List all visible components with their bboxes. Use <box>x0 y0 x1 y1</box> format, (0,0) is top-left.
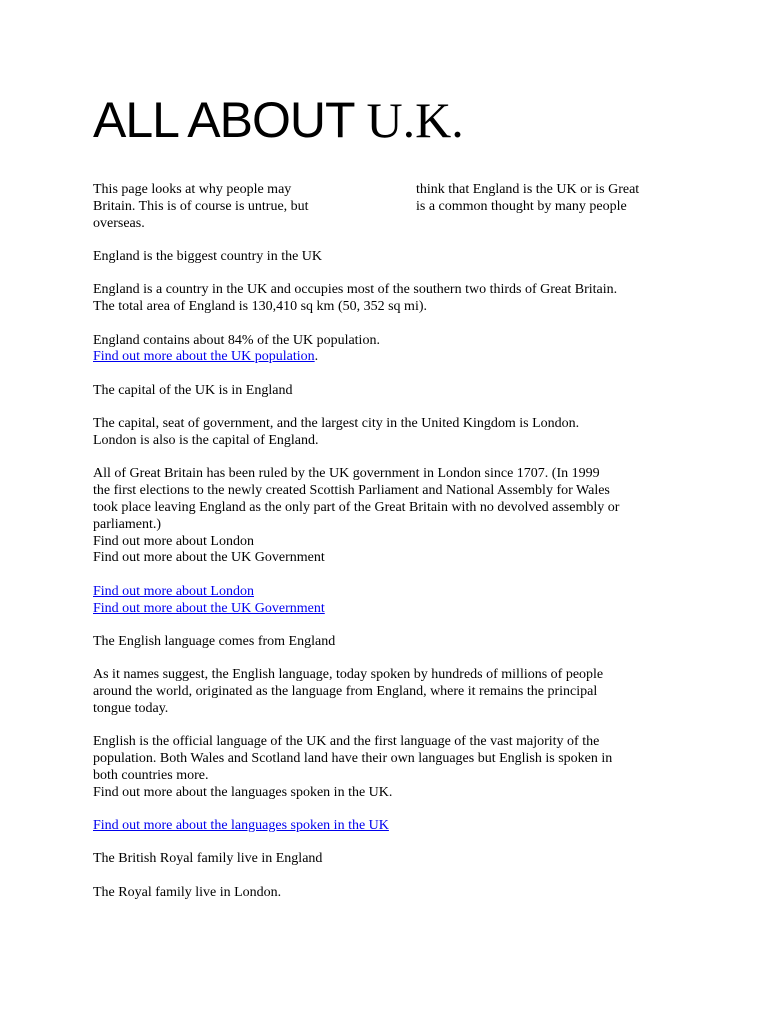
text-line: Find out more about the UK Government <box>93 550 325 566</box>
section-heading: The British Royal family live in England <box>93 851 323 867</box>
document-body <box>93 249 693 918</box>
section-heading: The capital of the UK is in England <box>93 382 293 398</box>
text-line: the first elections to the newly created Scottish Parliament and National Assembly for Wales <box>93 483 610 499</box>
intro-text: This page looks at why people may <box>93 182 292 197</box>
intro-row <box>93 216 683 233</box>
paragraph-official-language <box>93 734 693 801</box>
intro-row <box>93 182 683 199</box>
intro-row <box>93 199 683 216</box>
paragraph-population <box>93 333 693 367</box>
text-line: Find out more about London <box>93 533 254 549</box>
text-line: As it names suggest, the English language, today spoken by hundreds of millions of people <box>93 667 604 683</box>
intro-text: Britain. This is of course is untrue, but <box>93 198 309 214</box>
intro-text: overseas. <box>93 215 145 231</box>
text-line: England contains about 84% of the UK population. <box>93 332 380 348</box>
intro-text: is a common thought by many people <box>416 198 627 214</box>
text-line: England is a country in the UK and occupies most of the southern two thirds of Great Britain. <box>93 282 618 298</box>
page-title-part-1: ALL ABOUT <box>93 92 367 148</box>
text-line: tongue today. <box>93 700 169 716</box>
paragraph-language <box>93 667 693 717</box>
paragraph-capital <box>93 416 693 450</box>
paragraph-rule <box>93 466 693 567</box>
section-heading: England is the biggest country in the UK <box>93 249 323 264</box>
text-line: around the world, originated as the language from England, where it remains the principal <box>93 684 598 700</box>
page-title <box>93 92 464 148</box>
text-line: Find out more about the languages spoken in the UK. <box>93 784 393 800</box>
text-line: both countries more. <box>93 767 209 783</box>
london-link[interactable]: Find out more about London <box>93 583 254 599</box>
page-title-part-2: U.K. <box>366 92 464 148</box>
paragraph-links <box>93 584 693 618</box>
text-line: The capital, seat of government, and the largest city in the United Kingdom is London. <box>93 416 580 432</box>
text-line: English is the official language of the UK and the first language of the vast majority of the <box>93 734 600 750</box>
text-line: population. Both Wales and Scotland land have their own languages but English is spoken in <box>93 751 613 767</box>
text-line: parliament.) <box>93 516 162 532</box>
paragraph-royal: The Royal family live in London. <box>93 884 282 900</box>
paragraph-languages-link <box>93 818 693 835</box>
text-line: took place leaving England as the only part of the Great Britain with no devolved assembly or <box>93 499 620 515</box>
intro-text: think that England is the UK or is Great <box>416 182 640 197</box>
text-period: . <box>314 349 319 365</box>
government-link[interactable]: Find out more about the UK Government <box>93 600 325 616</box>
text-line: The total area of England is 130,410 sq km (50, 352 sq mi). <box>93 299 427 315</box>
population-link[interactable]: Find out more about the UK population <box>93 349 315 365</box>
intro-two-column <box>93 182 683 232</box>
text-line: All of Great Britain has been ruled by the UK government in London since 1707. (In 1999 <box>93 466 600 482</box>
languages-link[interactable]: Find out more about the languages spoken in the UK <box>93 818 389 834</box>
text-line: London is also is the capital of England. <box>93 432 319 448</box>
paragraph-area <box>93 282 693 316</box>
section-heading: The English language comes from England <box>93 633 336 649</box>
